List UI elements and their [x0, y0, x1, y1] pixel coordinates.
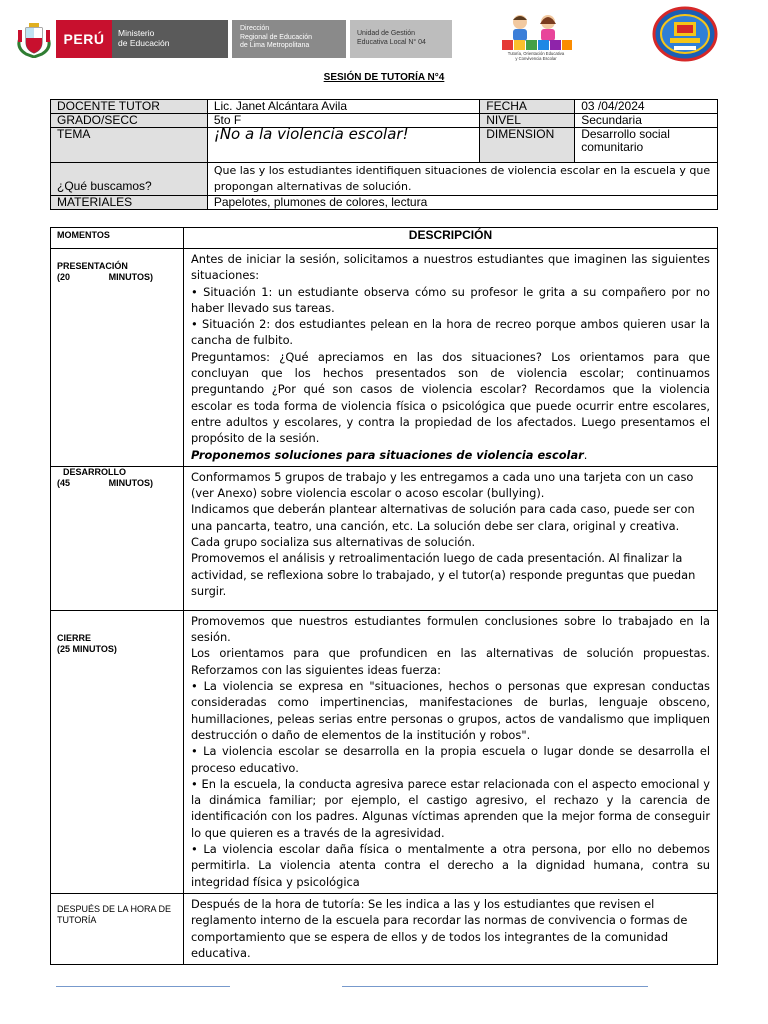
session-purpose: Proponemos soluciones para situaciones de violencia escolar: [190, 447, 584, 462]
moment-name: CIERRE: [57, 632, 92, 643]
paragraph: • La violencia escolar daña física o mentalmente a otra persona, por ello no debemos permitirla. La violencia atenta contra el derecho a la dignidad humana, contra su integridad física y psicológica: [190, 842, 710, 889]
dre-line: Regional de Educación: [240, 33, 312, 41]
paragraph: • Situación 1: un estudiante observa cómo su profesor le grita a su compañero por no haber llevado sus tareas.: [190, 284, 710, 315]
paragraph: • La violencia se expresa en "situaciones, hechos o personas que expresan conductas consideradas como impertinencias, manifestaciones de burlas, lenguaje obsceno, humillaciones, peleas serias entre personas o grupos, actos de vandalismo que impliquen destrucción o daño de elementos de la institución y robos".: [190, 679, 710, 742]
toece-caption: y Convivencia Escolar: [515, 56, 557, 61]
paragraph: Después de la hora de tutoría: Se les indica a las y los estudiantes que revisen el reglamento interno de la escuela para recordar las normas de convivencia o formas de comportamiento que se espera de ellos y de todos los integrantes de la comunidad educativa.: [190, 896, 688, 960]
presentacion-moment: [51, 249, 184, 467]
ministry-label: [112, 20, 228, 58]
paragraph: Promovemos el análisis y retroalimentación luego de cada presentación. Al finalizar la actividad, se reflexiona sobre lo trabajado, y el tutor(a) responde preguntas que puedan surgir.: [190, 551, 696, 598]
buscamos-label: ¿Qué buscamos?: [51, 163, 208, 196]
school-emblem-icon: [652, 6, 718, 62]
nivel-value: Secundaria: [575, 114, 718, 128]
dre-label: [232, 20, 346, 58]
peru-label: PERÚ: [56, 20, 112, 58]
momentos-header: MOMENTOS: [51, 228, 184, 249]
grado-label: GRADO/SECC: [51, 114, 208, 128]
paragraph: Promovemos que nuestros estudiantes formulen conclusiones sobre lo trabajado en la sesión.: [190, 613, 710, 645]
minedu-logo: [56, 20, 228, 58]
moment-name: DESARROLLO: [63, 466, 126, 477]
fecha-value: 03 /04/2024: [575, 100, 718, 114]
footer-divider: [342, 986, 648, 987]
duration-end: MINUTOS): [108, 477, 153, 488]
duration-end: MINUTOS): [108, 272, 153, 282]
materiales-label: MATERIALES: [51, 196, 208, 210]
moment-duration: (25 MINUTOS): [57, 643, 117, 654]
paragraph: Indicamos que deberán plantear alternativas de solución para cada caso, puede ser con una pancarta, teatro, una canción, etc. La solución debe ser clara, original y creativa. Cada grupo socializa sus alternativas de solución.: [190, 502, 695, 550]
buscamos-value: Que las y los estudiantes identifiquen situaciones de violencia escolar en la escuela y que propongan alternativas de solución.: [207, 163, 717, 196]
desarrollo-moment: [51, 466, 184, 610]
session-title: SESIÓN DE TUTORÍA N°4: [323, 72, 445, 83]
purpose-end: .: [583, 447, 588, 462]
session-moments-table: [50, 227, 718, 965]
paragraph: Los orientamos para que profundicen en las alternativas de solución propuestas. Reforzamos con las siguientes ideas fuerza:: [190, 646, 710, 677]
dimension-value: Desarrollo social comunitario: [575, 128, 718, 163]
cierre-description: [183, 610, 717, 893]
paragraph: Antes de iniciar la sesión, solicitamos a nuestros estudiantes que imaginen las siguientes situaciones:: [190, 252, 710, 283]
peru-coat-of-arms-icon: [14, 20, 54, 58]
session-info-table: [50, 99, 718, 210]
cierre-moment: [51, 610, 184, 893]
duration-start: (45: [57, 477, 71, 488]
ministry-line: Ministerio: [118, 28, 155, 38]
moment-name: PRESENTACIÓN: [57, 261, 128, 271]
docente-value: Lic. Janet Alcántara Avila: [207, 100, 479, 114]
nivel-label: NIVEL: [480, 114, 575, 128]
grado-value: 5to F: [207, 114, 479, 128]
docente-label: DOCENTE TUTOR: [51, 100, 208, 114]
ugel-line: Educativa Local N° 04: [357, 38, 426, 46]
page-header: [14, 18, 754, 62]
ugel-label: [350, 20, 452, 58]
descripcion-header: DESCRIPCIÓN: [183, 228, 717, 249]
toece-logo-icon: [494, 10, 578, 62]
moment-duration: [57, 272, 153, 283]
footer-divider: [56, 986, 230, 987]
paragraph: • La violencia escolar se desarrolla en la propia escuela o lugar donde se desarrolla el proceso educativo.: [190, 744, 710, 775]
paragraph: Preguntamos: ¿Qué apreciamos en las dos situaciones? Los orientamos para que concluyan que los hechos presentados son de violencia escolar; continuamos preguntando ¿Por qué son casos de violencia escolar? Recordamos que la violencia escolar es toda forma de violencia física o psicológica que puede ocurrir entre escolares, entre adultos y escolares, y contra la propiedad de los afectados. Luego presentamos el propósito de la sesión.: [190, 349, 710, 446]
toece-caption: Tutoría, Orientación Educativa: [507, 51, 565, 56]
ugel-line: Unidad de Gestión: [357, 30, 415, 37]
despues-moment: DESPUÉS DE LA HORA DE TUTORÍA: [51, 893, 184, 964]
paragraph: Conformamos 5 grupos de trabajo y les entregamos a cada uno una tarjeta con un caso (ver Anexo) sobre violencia escolar o acoso escolar (bullying).: [190, 469, 694, 501]
dimension-label: DIMENSION: [480, 128, 575, 163]
moment-duration: [57, 478, 153, 489]
desarrollo-description: [183, 466, 717, 610]
dre-line: de Lima Metropolitana: [240, 42, 310, 49]
despues-description: [183, 893, 717, 964]
materiales-value: Papelotes, plumones de colores, lectura: [207, 196, 717, 210]
presentacion-description: [183, 249, 717, 467]
tema-value: ¡No a la violencia escolar!: [207, 128, 479, 163]
fecha-label: FECHA: [480, 100, 575, 114]
paragraph: • Situación 2: dos estudiantes pelean en la hora de recreo porque ambos quieren usar la cancha de fulbito.: [190, 317, 710, 348]
purpose-paragraph: [191, 447, 710, 463]
duration-start: (20: [57, 272, 71, 282]
tema-label: TEMA: [51, 128, 208, 163]
ministry-line: de Educación: [118, 38, 170, 48]
paragraph: • En la escuela, la conducta agresiva parece estar relacionada con el aspecto emocional y la dinámica familiar; por ejemplo, el castigo agresivo, el rechazo y la carencia de identificación con los padres. Algunas víctimas aprenden que la mejor forma de conseguir lo que quieren es a través de la agresividad.: [190, 776, 710, 840]
dre-line: Dirección: [240, 25, 270, 32]
